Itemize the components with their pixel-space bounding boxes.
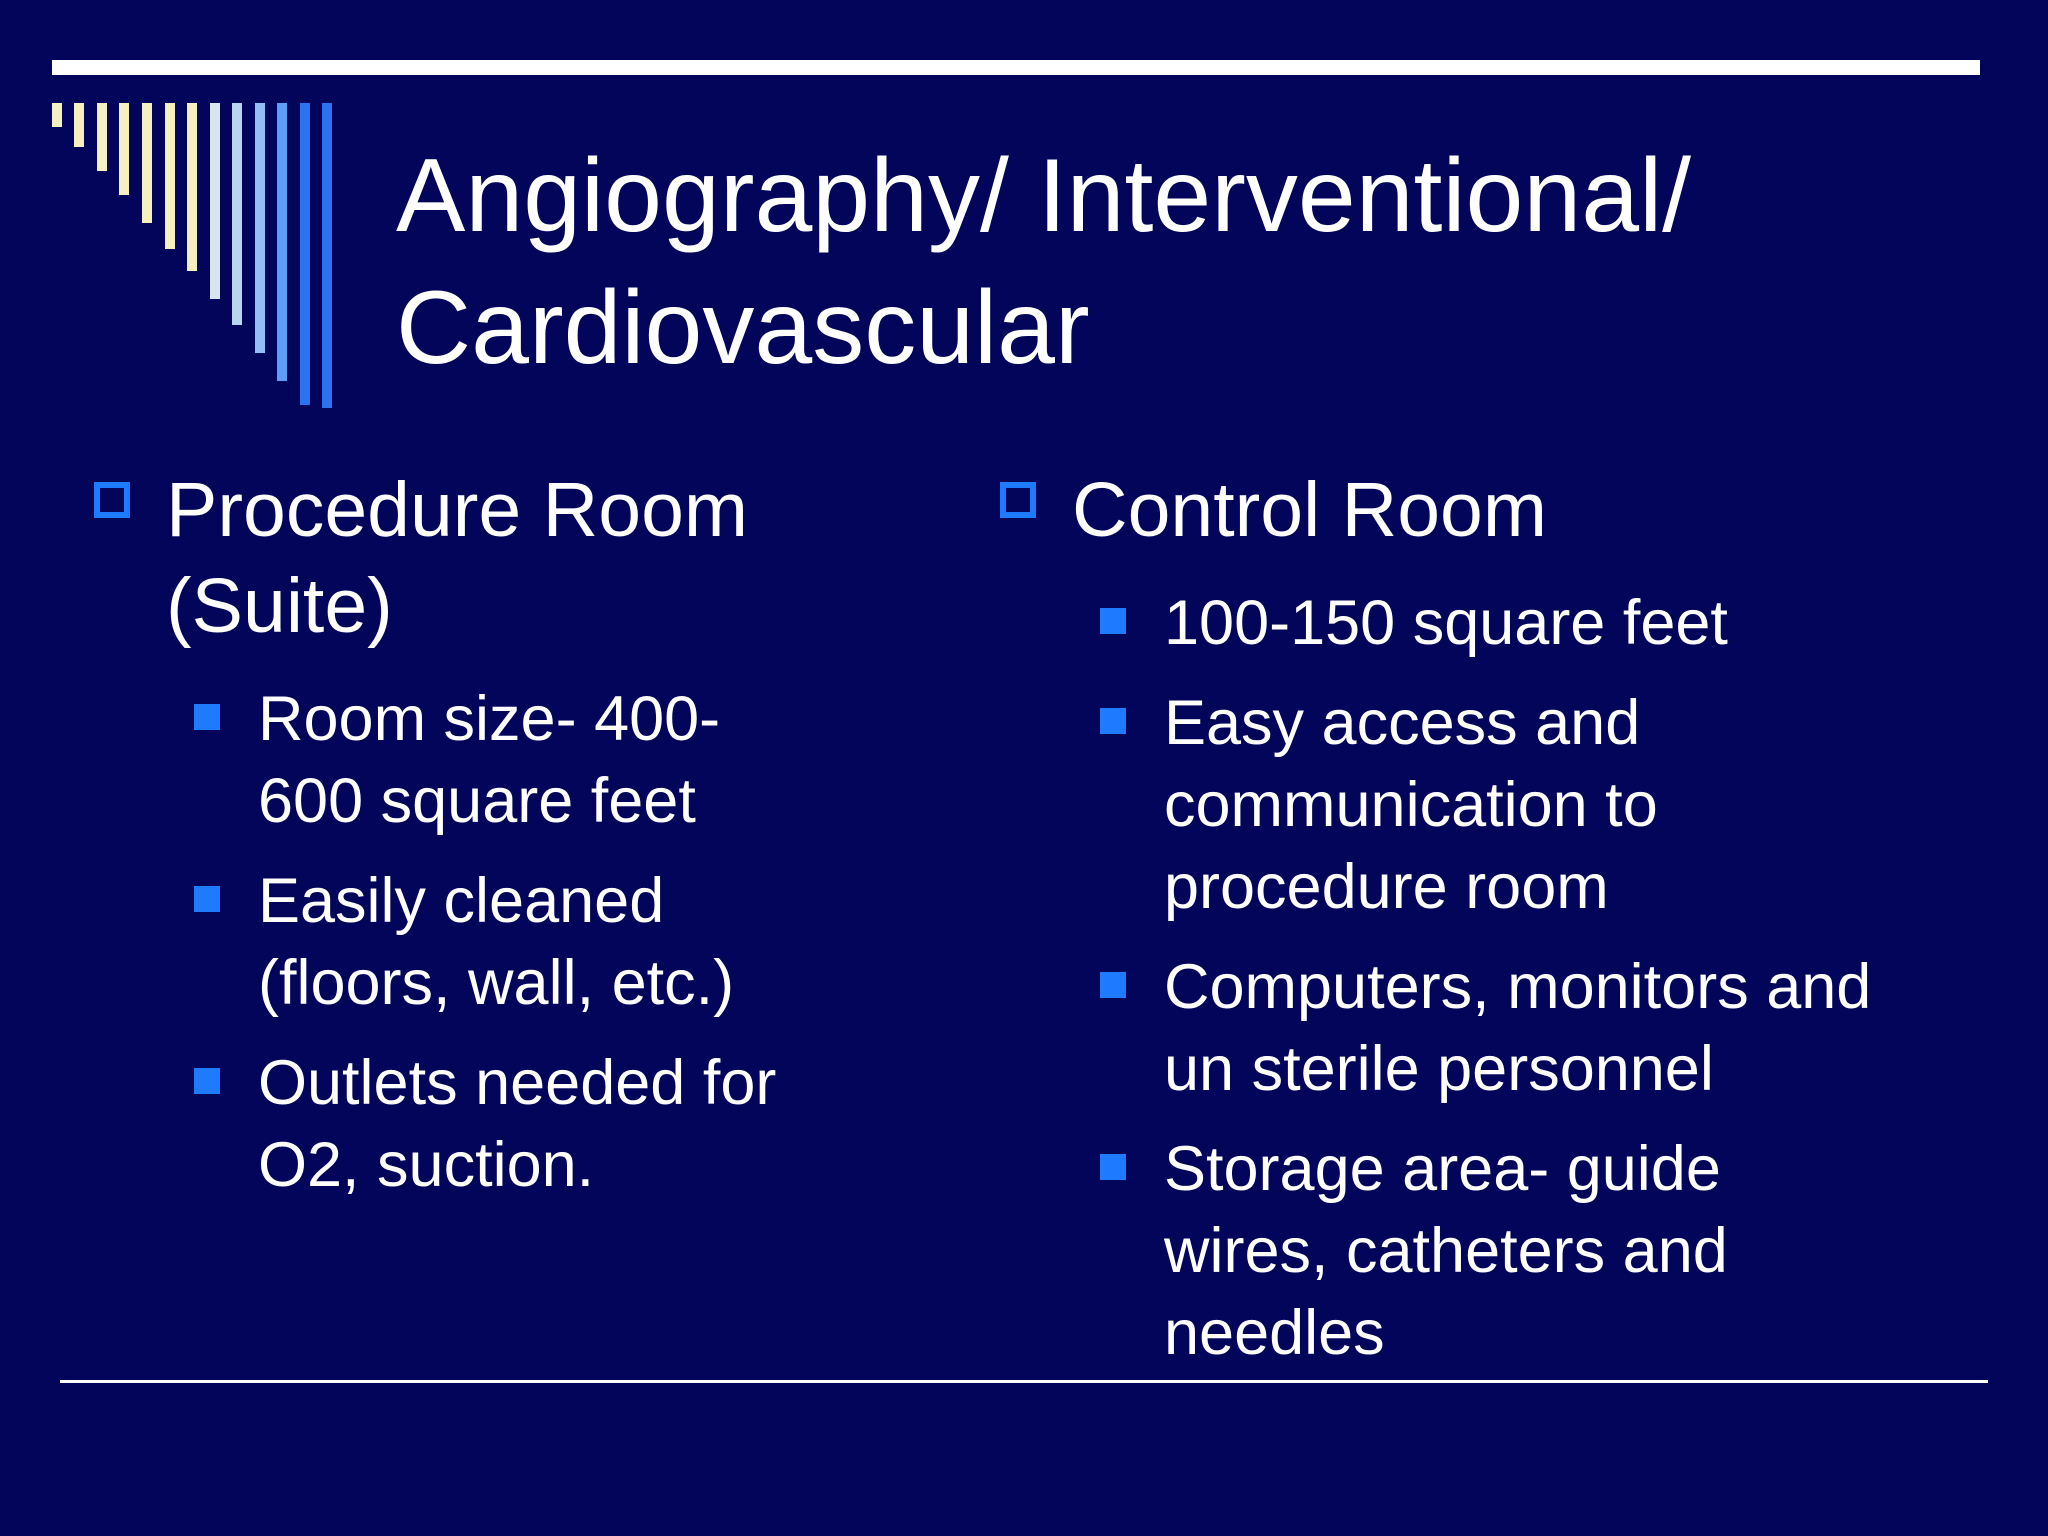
stripe-bar [277,103,287,381]
stripe-bar [232,103,242,325]
filled-square-icon [1100,708,1126,734]
title-line-1: Angiography/ Interventional/ [396,138,1692,254]
hollow-square-icon [94,482,130,518]
control-room-heading [1000,462,2000,558]
vertical-stripes-icon [0,0,340,420]
bullet-line: procedure room [1164,852,1609,922]
filled-square-icon [194,1068,220,1094]
bullet-line: (floors, wall, etc.) [258,948,735,1018]
stripe-bar [165,103,175,249]
heading-line: (Suite) [166,563,393,649]
procedure-room-heading [94,462,854,654]
bullet-line: needles [1164,1298,1385,1368]
list-item [194,860,854,1024]
right-column [1000,462,2000,1392]
left-column [94,462,854,1224]
procedure-room-list [94,678,854,1206]
title-line-2: Cardiovascular [396,270,1090,386]
stripe-bar [255,103,265,353]
filled-square-icon [194,886,220,912]
bullet-line: Computers, monitors and [1164,952,1872,1022]
bullet-line: 100-150 square feet [1164,588,1728,658]
stripe-bar [300,103,310,405]
bullet-line: Easily cleaned [258,866,665,936]
bullet-line: Outlets needed for [258,1048,777,1118]
bullet-line: communication to [1164,770,1658,840]
stripe-bar [119,103,129,195]
stripe-bar [74,103,84,147]
bullet-line: Room size- 400- [258,684,721,754]
bullet-line: Easy access and [1164,688,1641,758]
list-item [194,1042,854,1206]
filled-square-icon [1100,608,1126,634]
bullet-line: O2, suction. [258,1130,595,1200]
bullet-line: Storage area- guide [1164,1134,1721,1204]
stripe-bar [142,103,152,223]
stripe-bar [52,103,62,127]
slide-title [396,130,1956,394]
stripe-bar [97,103,107,171]
filled-square-icon [1100,972,1126,998]
list-item [1100,946,2000,1110]
filled-square-icon [194,704,220,730]
control-room-list [1000,582,2000,1374]
bullet-line: wires, catheters and [1164,1216,1728,1286]
bullet-line: 600 square feet [258,766,696,836]
bottom-divider [60,1380,1988,1383]
stripe-bar [210,103,220,299]
list-item [1100,1128,2000,1374]
list-item [1100,582,2000,664]
heading-line: Procedure Room [166,467,749,553]
bullet-line: un sterile personnel [1164,1034,1714,1104]
heading-line: Control Room [1072,467,1548,553]
stripe-bar [187,103,197,271]
hollow-square-icon [1000,482,1036,518]
list-item [1100,682,2000,928]
filled-square-icon [1100,1154,1126,1180]
stripe-bar [322,103,332,408]
list-item [194,678,854,842]
top-divider [52,60,1980,75]
